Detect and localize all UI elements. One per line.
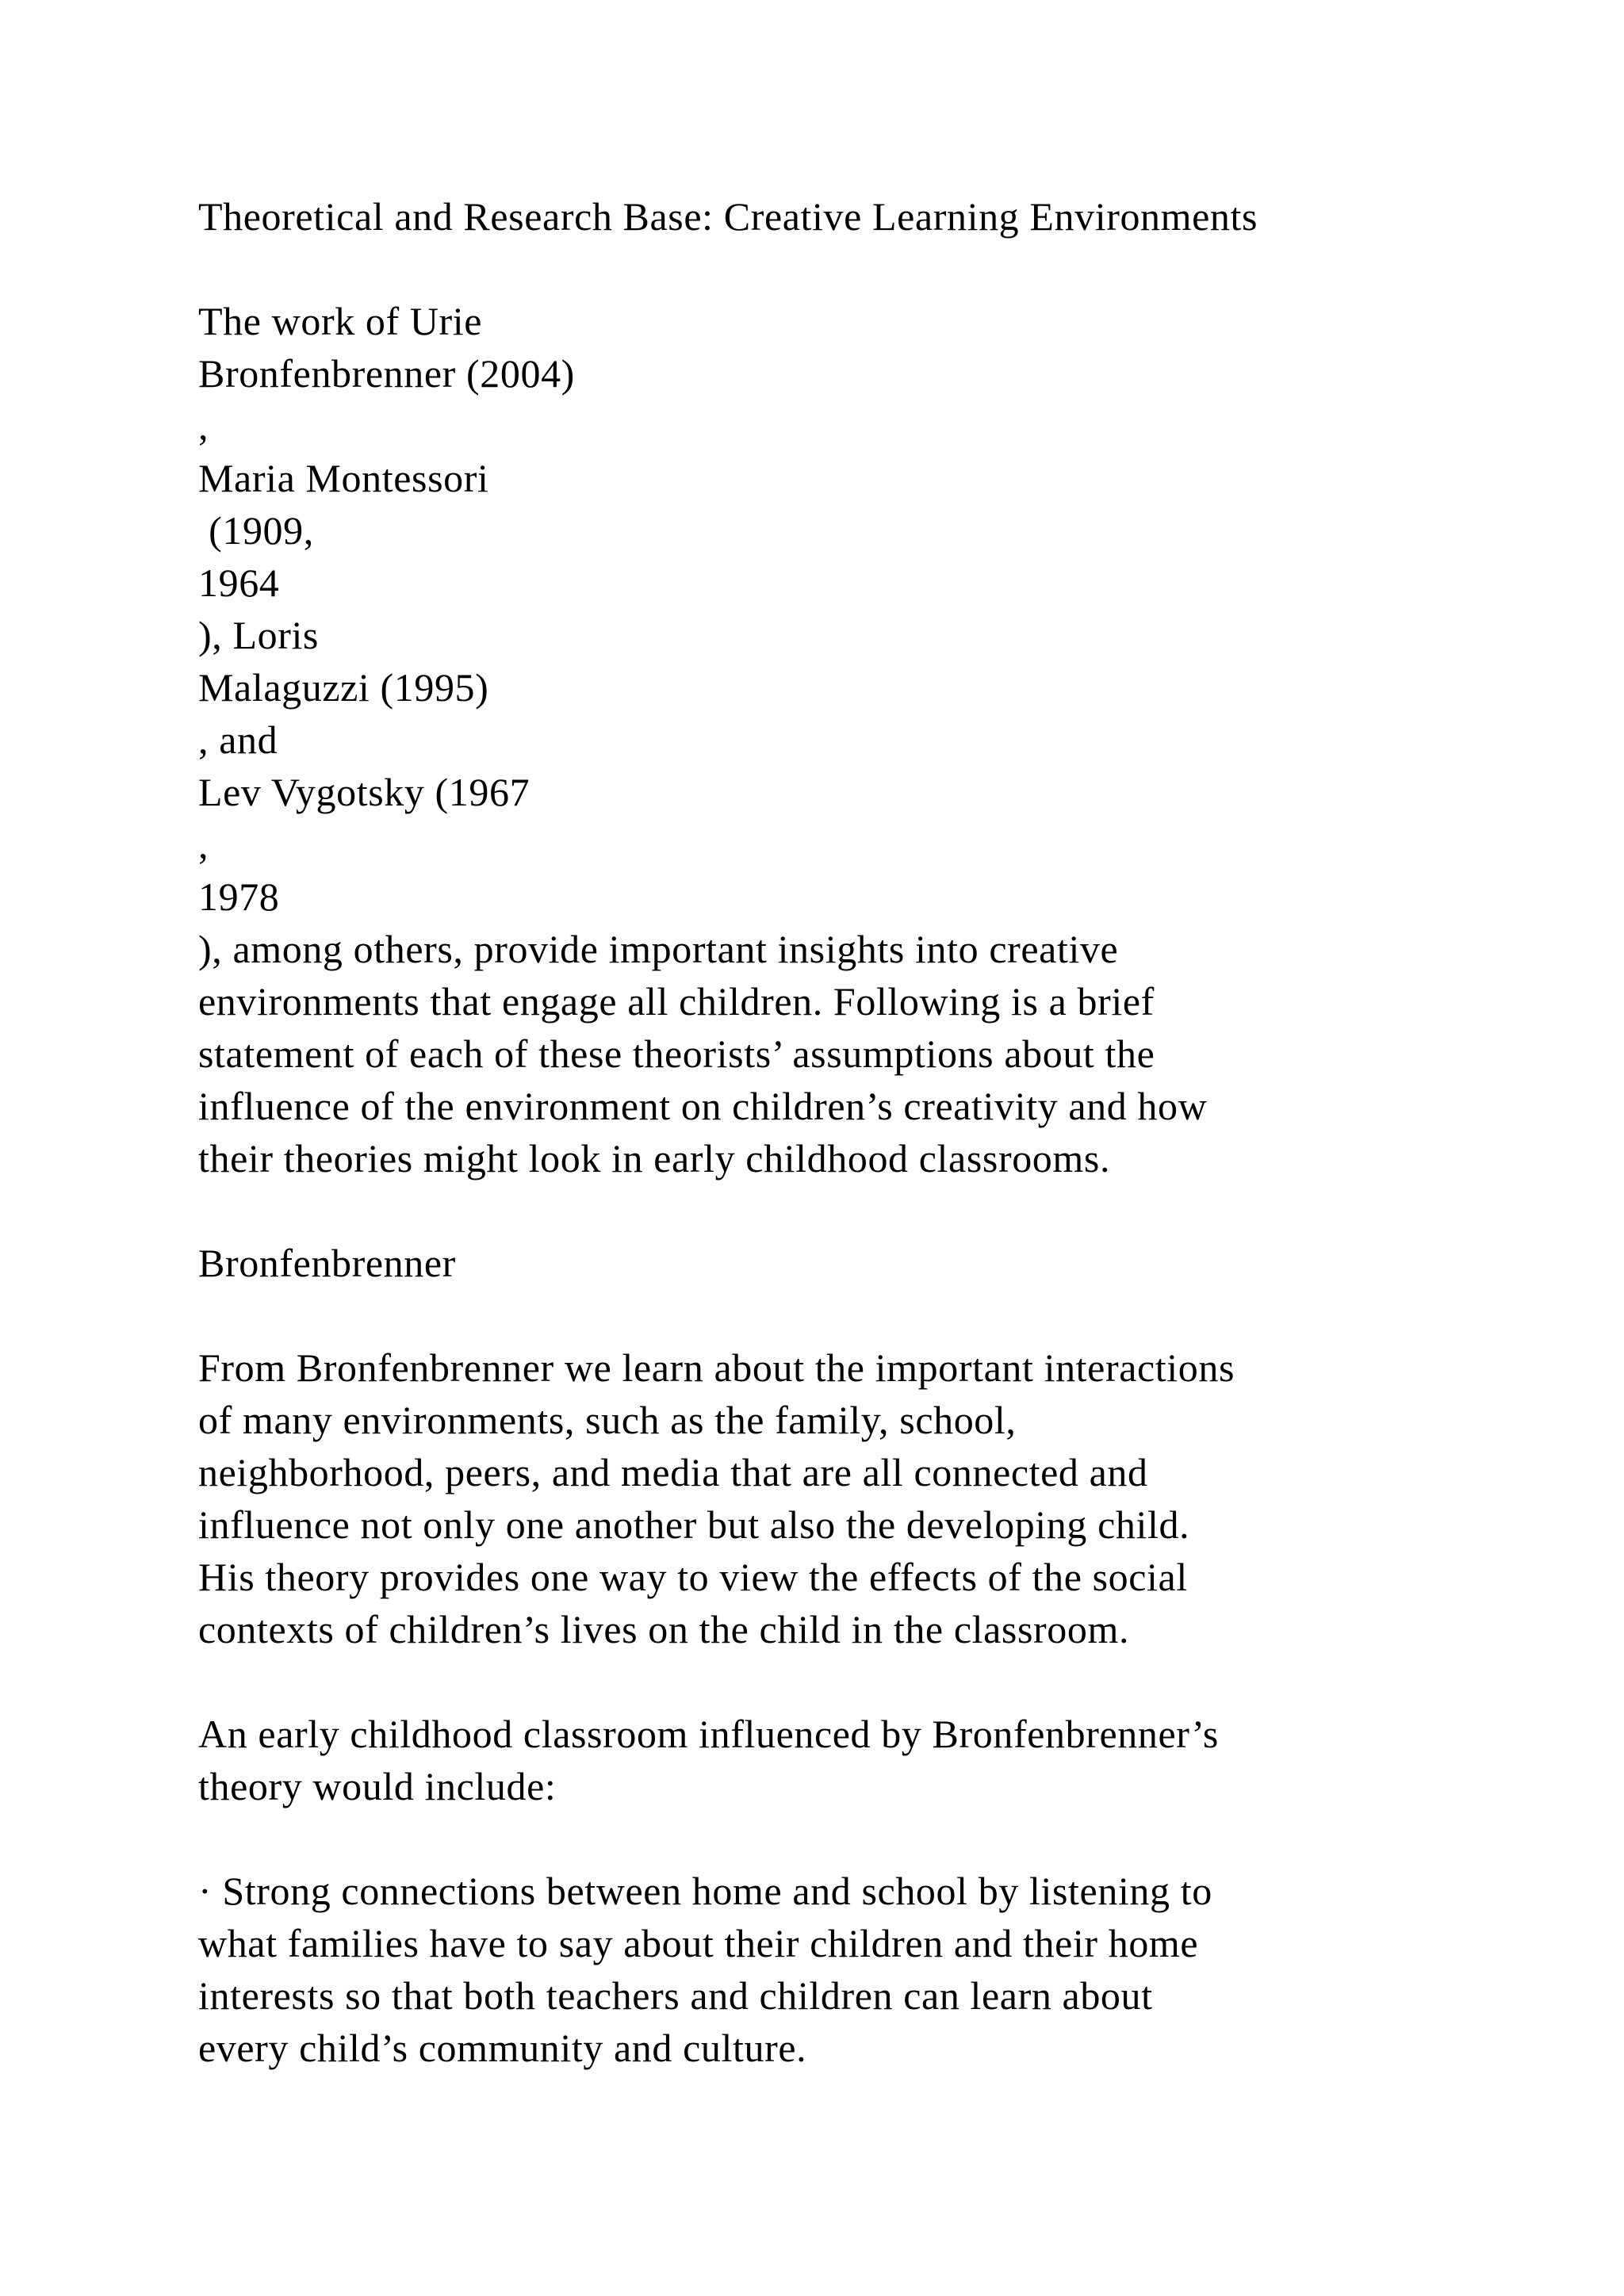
intro-line: influence of the environment on children’s creativity and how bbox=[198, 1084, 1208, 1128]
bullet-line: every child’s community and culture. bbox=[198, 2026, 807, 2070]
intro-line: ), Loris bbox=[198, 613, 319, 657]
spacer bbox=[198, 1812, 1546, 1865]
intro-line: 1978 bbox=[198, 874, 280, 919]
intro-line: statement of each of these theorists’ assumptions about the bbox=[198, 1031, 1155, 1076]
intro-line: , bbox=[198, 404, 209, 448]
paragraph-line: His theory provides one way to view the effects of the social bbox=[198, 1555, 1188, 1599]
document-title: Theoretical and Research Base: Creative Learning Environments bbox=[198, 194, 1258, 239]
paragraph-line: theory would include: bbox=[198, 1764, 557, 1808]
spacer bbox=[198, 1289, 1546, 1341]
intro-line: The work of Urie bbox=[198, 299, 483, 343]
intro-line: , and bbox=[198, 718, 278, 762]
spacer bbox=[198, 1655, 1546, 1708]
intro-line: (1909, bbox=[198, 508, 314, 553]
paragraph-line: contexts of children’s lives on the child in the classroom. bbox=[198, 1607, 1130, 1651]
intro-line: environments that engage all children. Following is a brief bbox=[198, 979, 1155, 1024]
paragraph-line: An early childhood classroom influenced by Bronfenbrenner’s bbox=[198, 1712, 1219, 1756]
intro-line: 1964 bbox=[198, 561, 280, 605]
bullet-line: interests so that both teachers and children can learn about bbox=[198, 1973, 1153, 2018]
spacer bbox=[198, 243, 1546, 295]
paragraph-line: influence not only one another but also the developing child. bbox=[198, 1502, 1190, 1547]
paragraph-line: neighborhood, peers, and media that are all connected and bbox=[198, 1450, 1148, 1494]
classroom-intro-paragraph bbox=[198, 1708, 1546, 1812]
intro-line: , bbox=[198, 822, 209, 867]
bronfenbrenner-paragraph bbox=[198, 1341, 1546, 1655]
intro-line: Lev Vygotsky (1967 bbox=[198, 770, 530, 814]
section-heading: Bronfenbrenner bbox=[198, 1241, 456, 1285]
paragraph-line: of many environments, such as the family, school, bbox=[198, 1398, 1017, 1442]
intro-line: ), among others, provide important insights into creative bbox=[198, 927, 1119, 971]
intro-paragraph bbox=[198, 295, 1546, 1184]
intro-line: Maria Montessori bbox=[198, 456, 489, 500]
spacer bbox=[198, 1184, 1546, 1237]
bullet-line: what families have to say about their children and their home bbox=[198, 1921, 1199, 1965]
intro-line: Malaguzzi (1995) bbox=[198, 665, 489, 710]
bullet-line: · Strong connections between home and school by listening to bbox=[198, 1869, 1212, 1913]
intro-line: Bronfenbrenner (2004) bbox=[198, 351, 575, 396]
intro-line: their theories might look in early childhood classrooms. bbox=[198, 1136, 1111, 1181]
bullet-item bbox=[198, 1865, 1546, 2074]
document-body bbox=[198, 190, 1546, 2074]
paragraph-line: From Bronfenbrenner we learn about the important interactions bbox=[198, 1345, 1235, 1390]
